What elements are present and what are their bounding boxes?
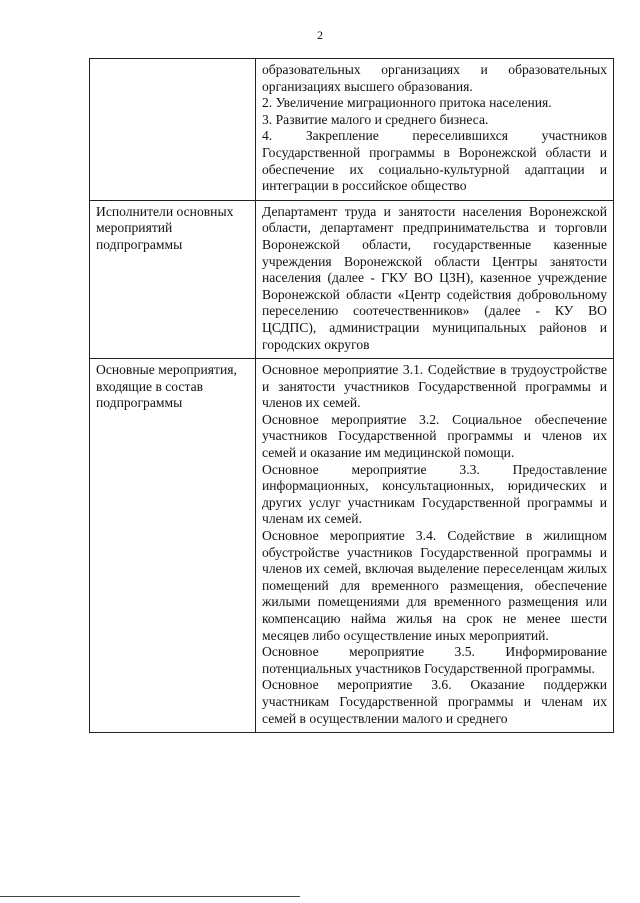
- paragraph: Основное мероприятие 3.3. Предоставление информационных, консультационных, юридических и других услуг участникам Государственной программы и членам их семей.: [262, 461, 607, 527]
- table-row: [90, 200, 614, 358]
- row-label: [90, 59, 256, 201]
- row-content: [256, 59, 614, 201]
- paragraph: 2. Увеличение миграционного притока населения.: [262, 95, 552, 111]
- paragraph: Основное мероприятие 3.4. Содействие в жилищном обустройстве участников Государственной программы и членов их семей, включая выделение переселенцам жилых помещений для временного размещения, обеспечение жилыми помещениями для временного размещения или компенсацию найма жилья на срок не менее шести месяцев либо осуществление иных мероприятий.: [262, 528, 607, 643]
- row-label: Основные мероприятия, входящие в состав подпрограммы: [90, 359, 256, 733]
- table-row: [90, 59, 614, 201]
- paragraph: 4. Закрепление переселившихся участников Государственной программы в Воронежской области и обеспечение их социально-культурной адаптации и интеграции в российское общество: [262, 128, 607, 194]
- page-number: 2: [317, 28, 323, 42]
- table-row: [90, 359, 614, 733]
- footer-rule: [0, 896, 300, 897]
- paragraph: 3. Развитие малого и среднего бизнеса.: [262, 111, 489, 127]
- paragraph: Основное мероприятие 3.2. Социальное обеспечение участников Государственной программы и членов их семей и оказание им медицинской помощи.: [262, 411, 607, 461]
- paragraph: Департамент труда и занятости населения Воронежской области, департамент предпринимательства и торговли Воронежской области, государственные казенные учреждения Воронежской области Центры занятости населения (далее - ГКУ ВО ЦЗН), казенное учреждение Воронежской области «Центр содействия добровольному переселению соотечественников» (далее - КУ ВО ЦСДПС), администрации муниципальных районов и городских округов: [262, 203, 607, 352]
- paragraph: Основное мероприятие 3.1. Содействие в трудоустройстве и занятости участников Государственной программы и членов их семей.: [262, 362, 607, 411]
- row-content: [256, 200, 614, 358]
- subprogram-passport-table: [89, 58, 614, 733]
- row-label: Исполнители основных мероприятий подпрограммы: [90, 200, 256, 358]
- paragraph: Основное мероприятие 3.6. Оказание поддержки участникам Государственной программы и членам их семей в осуществлении малого и среднего: [262, 677, 607, 726]
- paragraph: образовательных организациях и образовательных организациях высшего образования.: [262, 62, 607, 94]
- row-content: [256, 359, 614, 733]
- paragraph: Основное мероприятие 3.5. Информирование потенциальных участников Государственной программы.: [262, 644, 607, 676]
